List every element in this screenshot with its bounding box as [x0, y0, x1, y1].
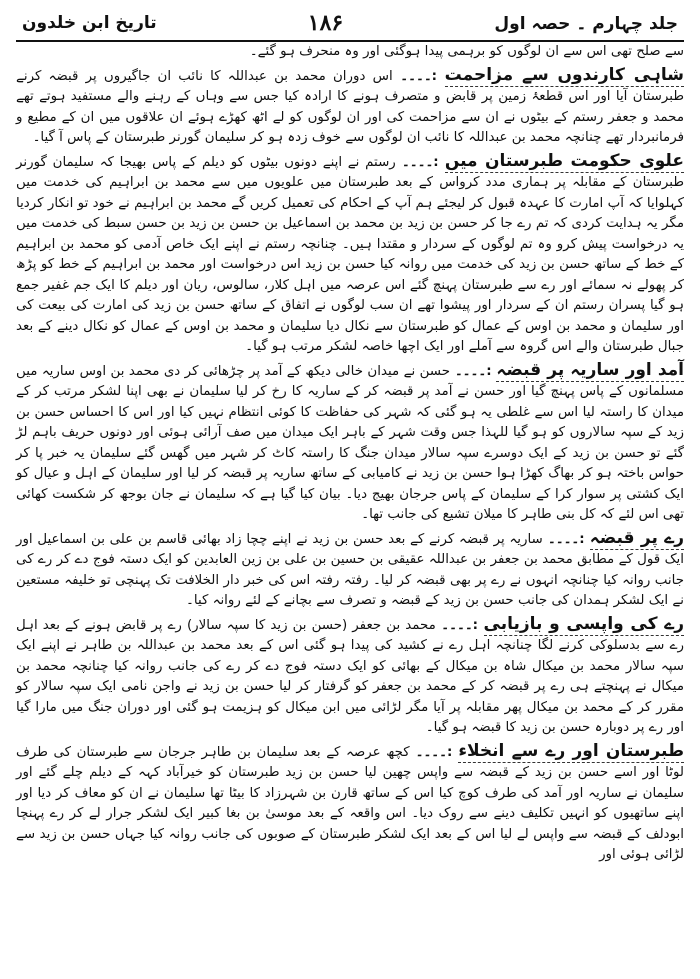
heading-separator: :۔۔۔۔	[450, 363, 497, 379]
paragraph-text: اس دوران محمد بن عبداللہ کا نائب ان جاگیروں پر قبضہ کرنے طبرستان آیا اور اس قطعۂ زمین پر قابض و متصرف ہونے کا ارادہ کیا جس سے وہاں کے رہنے والے مستفید ہوتے تھے محمد و جعفر رستم کے بیٹوں نے ان سے مزاحمت کی اور ان لوگوں کو لے اٹھ کھڑے ہوئے ان علاقوں میں ان کے مطیع و فرمانبردار تھے چنانچہ محمد بن عبداللہ کا نائب ان لوگوں سے خوف زدہ ہو کر سلیمان گورنر طبرستان کے پاس آ گیا۔	[16, 68, 684, 145]
heading-separator: :۔۔۔۔	[409, 744, 459, 760]
paragraph-text: رستم نے اپنے دونوں بیٹوں کو دیلم کے پاس بھیجا کہ سلیمان گورنر طبرستان کے مقابلہ پر ہماری مدد کرواس کے بعد طبرستان میں علویوں میں سے محمد بن ابراہیم کی خدمت میں کہلوایا کہ آپ امارت کا عہدہ قبول کر لیجئے ہم آپ کے احکام کی تعمیل کریں گے محمد بن ابراہیم نے خود تو انکار کردیا مگر یہ ہدایت کردی کہ تم رے جا کر حسن بن زید بن محمد بن اسماعیل بن حسن بن زید بن حسن سبط کی خدمت میں یہ درخواست پیش کرو وہ تم لوگوں کے سردار و مقتدا ہیں۔ چنانچہ رستم نے اپنے ایک خاص آدمی کو محمد بن ابراہیم کے خط کے ساتھ حسن بن زید کی خدمت میں روانہ کیا حسن بن زید اس درخواست اور محمد بن ابراہیم کے خط کو پڑھ کر پھولے نہ سمائے اور رے سے طبرستان پہنچ گئے اس عرصہ میں اہل کلار، سالوس، ریان اور دیلم کا ایک جم غفیر جمع ہو گیا پسران رستم ان کے سردار اور پیشوا تھے ان سب لوگوں نے اتفاق کے ساتھ حسن بن زید کی امارت کی بیعت کی اور سلیمان و محمد بن اوس کے عمال کو طبرستان سے نکال دیا سلیمان و محمد بن اوس کے عمال کو نکال دینے کے بعد جبال طبرستان والے اس گروہ سے آملے اور ایک اچھا خاصہ لشکر مرتب ہو گیا۔	[16, 154, 685, 354]
paragraph	[16, 360, 684, 526]
paragraph	[16, 42, 684, 63]
volume-label: جلد چہارم ۔ حصہ اول	[494, 13, 678, 34]
heading-separator: :۔۔۔۔	[395, 154, 445, 170]
page-header	[16, 6, 684, 42]
section-heading: شاہی کارندوں سے مزاحمت	[444, 64, 684, 85]
section-heading: رے پر قبضہ	[589, 527, 685, 548]
paragraph-text: کچھ عرصہ کے بعد سلیمان بن طاہر جرجان سے طبرستان کی طرف لوٹا اور اسے حسن بن زید کے قبضہ سے واپس چھین لیا حسن بن زید طبرستان کو خیرآباد کہہ کے دیلم چلے گئے اور سلیمان نے ساریہ اور آمد کی طرف کوچ کیا اس کے ساتھ قارن بن شہرزاد کا بیٹا تھا سلیمان نے ان کو معاف کر دیا اور اپنے ساتھیوں کو انہیں تکلیف دینے سے روک دیا۔ اس واقعہ کے بعد موسیٰ بن بغا کبیر ایک لشکر جرار لے کر رے پہنچا ابودلف کے قبضہ سے واپس لے لیا اس کے بعد ایک لشکر طبرستان کے صوبوں کی جانب روانہ کیا جہاں حسن بن زید سے لڑائی ہوئی اور	[16, 744, 684, 862]
page-number: ۱۸۶	[307, 10, 344, 36]
section-heading: رے کی واپسی و بازیابی	[483, 613, 684, 634]
section-heading: آمد اور ساریہ پر قبضہ	[496, 359, 684, 380]
document-body	[16, 42, 684, 866]
paragraph	[16, 741, 684, 866]
section-heading: علوی حکومت طبرستان میں	[444, 150, 684, 171]
paragraph-text: سے صلح تھی اس سے ان لوگوں کو برہمی پیدا ہوگئی اور وہ منحرف ہو گئے۔	[249, 44, 684, 59]
book-title: تاریخ ابن خلدون	[22, 13, 157, 33]
paragraph-text: حسن نے میدان خالی دیکھ کے آمد پر چڑھائی کر دی محمد بن اوس ساریہ میں مسلمانوں کے پاس پہنچ گیا اور حسن نے آمد پر قبضہ کر کے ساریہ کا رخ کر لیا سلیمان نے بھی اپنا لشکر مرتب کر کے میدان کا راستہ لیا اس سے غلطی یہ ہو گئی کہ شہر کی حفاظت کا کوئی انتظام نہیں کیا اور اس کا احساس حسن بن زید کے سپہ سالاروں کو ہو گیا للہذا جس وقت شہر کے باہر ایک میدان میں صف آرائی ہوئی اور دونوں حریف باہم لڑ گئے تو حسن بن زید کے ایک دوسرے سپہ سالار میدان جنگ کا راستہ کاٹ کر شہر میں گھس گئے سلیمان یہ خبر پا کر حواس باختہ ہو کر بھاگ کھڑا ہوا حسن بن زید نے کامیابی کے ساتھ ساریہ پر قبضہ کر لیا اور سلیمان کے اہل و عیال کو ایک کشتی پر سوار کرا کے سلیمان کے پاس جرجان بھیج دیا۔ بیان کیا گیا ہے کہ سلیمان نے جان بوجھ کر شکست کھائی تھی اس لئے کہ کل بنی طاہر کا میلان تشیع کی جانب تھا۔	[16, 363, 684, 522]
paragraph	[16, 614, 684, 739]
heading-separator: :۔۔۔۔	[542, 531, 590, 547]
heading-separator: :۔۔۔۔	[435, 617, 484, 633]
paragraph	[16, 151, 684, 358]
section-heading: طبرستان اور رے سے انخلاء	[458, 740, 684, 761]
paragraph-text: ساریہ پر قبضہ کرنے کے بعد حسن بن زید نے اپنے چچا زاد بھائی قاسم بن علی بن اسماعیل اور ایک قول کے مطابق محمد بن جعفر بن عبداللہ عقیقی بن حسین بن علی بن زین العابدین کو ایک دستہ فوج دے کر رے کی جانب روانہ کیا چنانچہ انہوں نے رے پر بھی قبضہ کر لیا۔ رفتہ رفتہ اس کی خبر دار الخلافت تک پہنچی تو خلیفہ مستعین نے ایک لشکر ہمدان کی جانب حسن بن زید کے قبضہ و تصرف سے بچانے کے لئے روانہ کیا۔	[16, 531, 684, 608]
paragraph-text: محمد بن جعفر (حسن بن زید کا سپہ سالار) رے پر قابض ہونے کے بعد اہل رے سے بدسلوکی کرنے لگا چنانچہ اہل رے نے کشید کی پیدا ہو گئی اس کے بعد محمد بن عبداللہ بن طاہر نے اپنے ایک سپہ سالار محمد بن میکال شاہ بن میکال کے بھائی کو ایک دستہ فوج دے کر رے کی جانب روانہ کیا چنانچہ محمد بن میکال نے پہنچتے ہی رے پر قبضہ کر کے محمد بن جعفر کو گرفتار کر لیا حسن بن زید نے واجن نامی ایک سپہ سالار کو مقرر کر کے محمد بن میکال پھر مقابلہ پر آیا مگر لڑائی میں ابن میکال کو ہزیمت ہو گئی اور دوران جنگ میں مارا گیا اور رے پر دوبارہ حسن بن زید کا قبضہ ہو گیا۔	[16, 617, 684, 735]
paragraph	[16, 528, 684, 612]
heading-separator: :۔۔۔۔	[392, 68, 445, 84]
paragraph	[16, 65, 684, 149]
